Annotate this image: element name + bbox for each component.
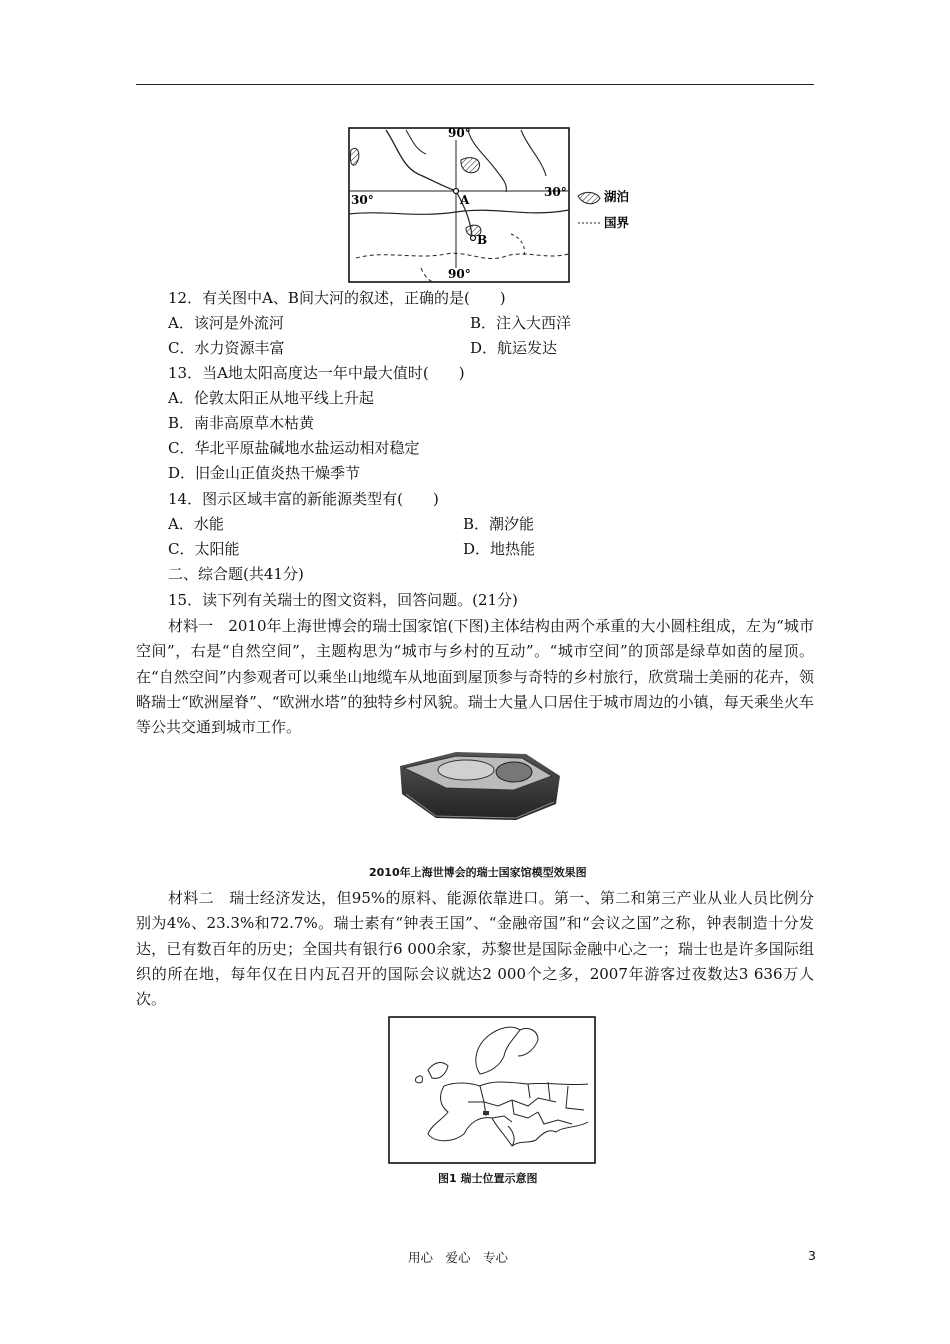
q14-option-a: A．水能 <box>168 515 224 533</box>
photo-caption: 2010年上海世博会的瑞士国家馆模型效果图 <box>369 866 587 879</box>
q13-option-a: A．伦敦太阳正从地平线上升起 <box>168 389 374 407</box>
q15-stem: 15．读下列有关瑞士的图文资料，回答问题。(21分) <box>168 591 518 609</box>
europe-map <box>388 1016 596 1164</box>
legend-border-label: 国界 <box>604 215 630 230</box>
header-rule <box>136 84 814 85</box>
label-a: A <box>460 193 470 207</box>
pavilion-cylinder <box>496 762 532 782</box>
q12-option-b: B．注入大西洋 <box>470 314 572 332</box>
material-1: 材料一 2010年上海世博会的瑞士国家馆(下图)主体结构由两个承重的大小圆柱组成，左为“城市空间”，右是“自然空间”，主题构思为“城市与乡村的互动”。“城市空间”的顶部是绿草如茵的屋顶。在“自然空间”内参观者可以乘坐山地缆车从地面到屋顶参与奇特的乡村旅行，欣赏瑞士美丽的花卉，领略瑞士“欧洲屋脊”、“欧洲水塔”的独特乡村风貌。瑞士大量人口居住于城市周边的小镇，每天乘坐火车等公共交通到城市工作。 <box>136 617 814 737</box>
pavilion-photo <box>396 746 564 824</box>
q12-option-a: A．该河是外流河 <box>168 314 284 332</box>
europe-map-frame <box>389 1017 595 1163</box>
point-a <box>454 189 459 194</box>
q13-option-c: C．华北平原盐碱地水盐运动相对稳定 <box>168 439 420 457</box>
q12-option-d: D．航运发达 <box>470 339 558 357</box>
material-2: 材料二 瑞士经济发达，但95%的原料、能源依靠进口。第一、第二和第三产业从业人员比例分别为4%、23.3%和72.7%。瑞士素有“钟表王国”、“金融帝国”和“会议之国”之称，钟表制造十分发达，已有数百年的历史；全国共有银行6 000余家，苏黎世是国际金融中心之一；瑞士也是许多国际组织的所在地，每年仅在日内瓦召开的国际会议就达2 000个之多，2007年游客过夜数达3 636万人次。 <box>136 889 814 1009</box>
switzerland-marker <box>483 1111 489 1115</box>
q13-option-d: D．旧金山正值炎热干燥季节 <box>168 464 361 482</box>
q14-option-b: B．潮汐能 <box>463 515 535 533</box>
q13-stem: 13．当A地太阳高度达一年中最大值时( ) <box>168 364 465 382</box>
page-number: 3 <box>808 1248 816 1263</box>
q12-option-c: C．水力资源丰富 <box>168 339 285 357</box>
label-b: B <box>477 233 488 247</box>
label-30-left: 30° <box>351 193 374 207</box>
q13-option-b: B．南非高原草木枯黄 <box>168 414 315 432</box>
legend-lake-symbol <box>578 192 600 203</box>
label-30-right: 30° <box>544 185 567 199</box>
label-90-top: 90° <box>448 126 471 140</box>
q12-stem: 12．有关图中A、B间大河的叙述，正确的是( ) <box>168 289 506 307</box>
q14-option-d: D．地热能 <box>463 540 536 558</box>
pavilion-green-roof <box>438 760 494 780</box>
map-frame <box>349 128 569 282</box>
region-map <box>346 126 646 286</box>
label-90-bottom: 90° <box>448 267 471 281</box>
q14-option-c: C．太阳能 <box>168 540 240 558</box>
section-heading: 二、综合题(共41分) <box>168 565 304 583</box>
legend-lake-label: 湖泊 <box>604 189 630 204</box>
map2-caption: 图1 瑞士位置示意图 <box>438 1172 538 1185</box>
q14-stem: 14．图示区域丰富的新能源类型有( ) <box>168 490 439 508</box>
footer-motto: 用心 爱心 专心 <box>408 1250 509 1265</box>
point-b <box>471 236 476 241</box>
